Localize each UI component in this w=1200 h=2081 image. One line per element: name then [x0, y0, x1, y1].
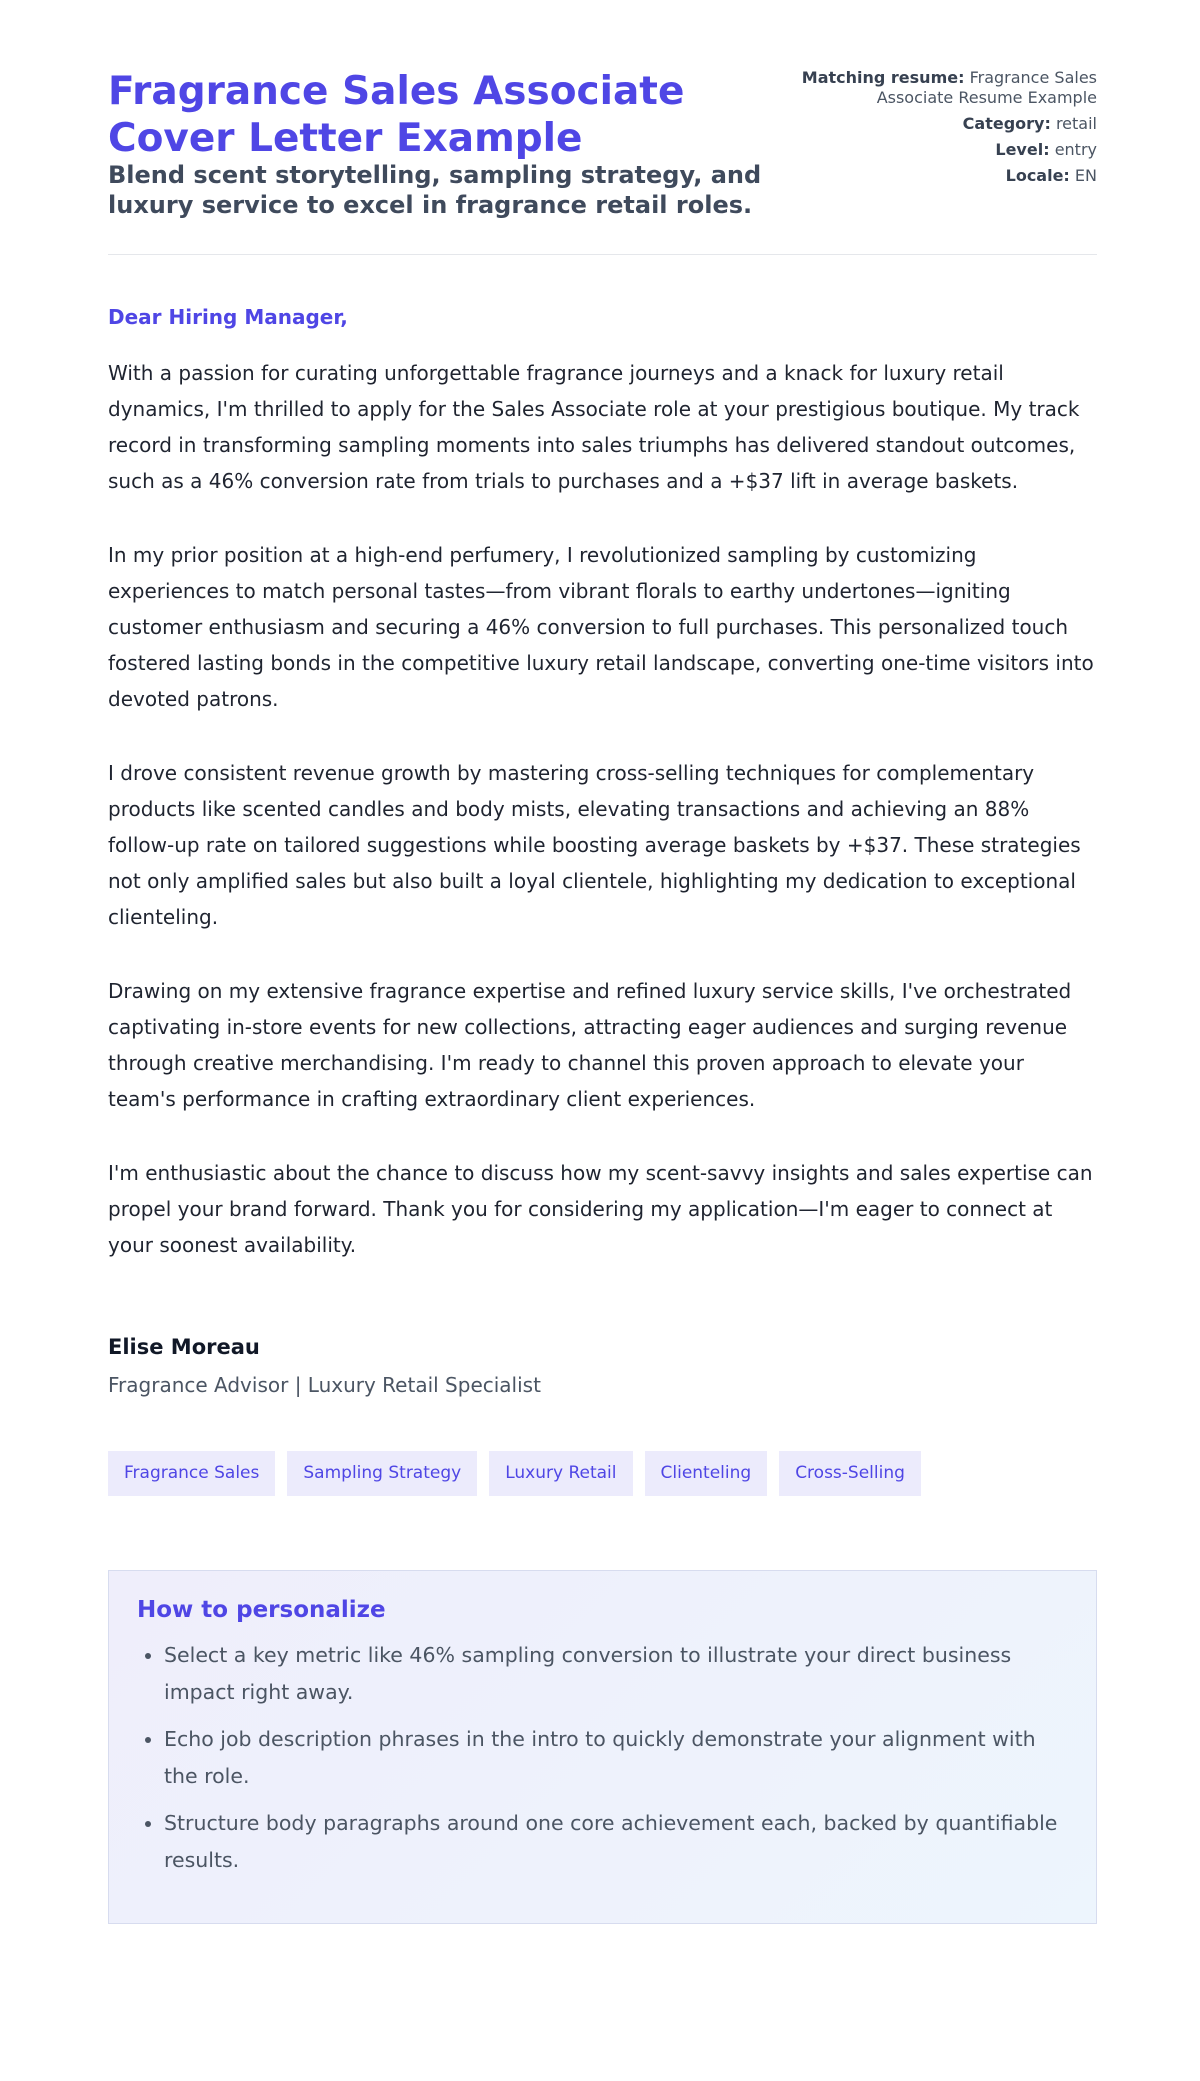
tag: Clienteling: [645, 1451, 768, 1496]
tip-item: • Select a key metric like 46% sampling conversion to illustrate your direct business impact right away.: [164, 1637, 1068, 1711]
meta-level: [797, 140, 1097, 160]
meta-label: Matching resume:: [801, 68, 965, 87]
tag: Fragrance Sales: [108, 1451, 275, 1496]
tag: Luxury Retail: [489, 1451, 632, 1496]
greeting: Dear Hiring Manager,: [108, 305, 348, 329]
tips-list: [137, 1637, 1068, 1879]
paragraph: With a passion for curating unforgettable fragrance journeys and a knack for luxury retail dynamics, I'm thrilled to apply for the Sales Associate role at your prestigious boutique. My track record in transforming sampling moments into sales triumphs has delivered standout outcomes, such as a 46% conversion rate from trials to purchases and a +$37 lift in average baskets.: [108, 361, 1080, 493]
meta-locale: [797, 166, 1097, 186]
paragraph: I'm enthusiastic about the chance to discuss how my scent-savvy insights and sales expertise can propel your brand forward. Thank you for considering my application—I'm eager to connect at your soonest availability.: [108, 1161, 1093, 1257]
letter-body: [108, 355, 1097, 1263]
divider: [108, 254, 1097, 255]
personalize-tips-box: [108, 1570, 1097, 1924]
page-title: Fragrance Sales Associate Cover Letter Example: [108, 69, 685, 161]
paragraph: Drawing on my extensive fragrance expertise and refined luxury service skills, I've orchestrated captivating in-store events for new collections, attracting eager audiences and surging revenue through creative merchandising. I'm ready to channel this proven approach to elevate your team's performance in crafting extraordinary client experiences.: [108, 979, 1072, 1111]
meta-info: [797, 68, 1097, 192]
meta-label: Locale:: [1005, 166, 1070, 185]
meta-value: entry: [1054, 140, 1097, 159]
tips-heading: How to personalize: [137, 1597, 386, 1623]
header: [108, 68, 1097, 220]
meta-category: [797, 114, 1097, 134]
paragraph: In my prior position at a high-end perfumery, I revolutionized sampling by customizing experiences to match personal tastes—from vibrant florals to earthy undertones—igniting customer enthusiasm and securing a 46% conversion to full purchases. This personalized touch fostered lasting bonds in the competitive luxury retail landscape, converting one-time visitors into devoted patrons.: [108, 543, 1094, 711]
page-subtitle: Blend scent storytelling, sampling strategy, and luxury service to excel in fragrance retail roles.: [108, 161, 762, 219]
meta-value: EN: [1074, 166, 1097, 185]
title-block: [108, 68, 788, 220]
tip-item: • Structure body paragraphs around one core achievement each, backed by quantifiable results.: [164, 1805, 1068, 1879]
meta-value: Fragrance Sales Associate Resume Example: [876, 68, 1097, 107]
meta-label: Category:: [962, 114, 1051, 133]
meta-label: Level:: [995, 140, 1050, 159]
tag: Sampling Strategy: [287, 1451, 477, 1496]
meta-value: retail: [1055, 114, 1097, 133]
meta-matching-resume: [797, 68, 1097, 108]
tag: Cross-Selling: [779, 1451, 921, 1496]
tip-item: • Echo job description phrases in the intro to quickly demonstrate your alignment with the role.: [164, 1721, 1068, 1795]
signature-name: Elise Moreau: [108, 1335, 260, 1359]
signature-title: Fragrance Advisor | Luxury Retail Specialist: [108, 1373, 541, 1397]
tag-list: [108, 1451, 1097, 1496]
paragraph: I drove consistent revenue growth by mastering cross-selling techniques for complementary products like scented candles and body mists, elevating transactions and achieving an 88% follow-up rate on tailored suggestions while boosting average baskets by +$37. These strategies not only amplified sales but also built a loyal clientele, highlighting my dedication to exceptional clienteling.: [108, 761, 1081, 929]
